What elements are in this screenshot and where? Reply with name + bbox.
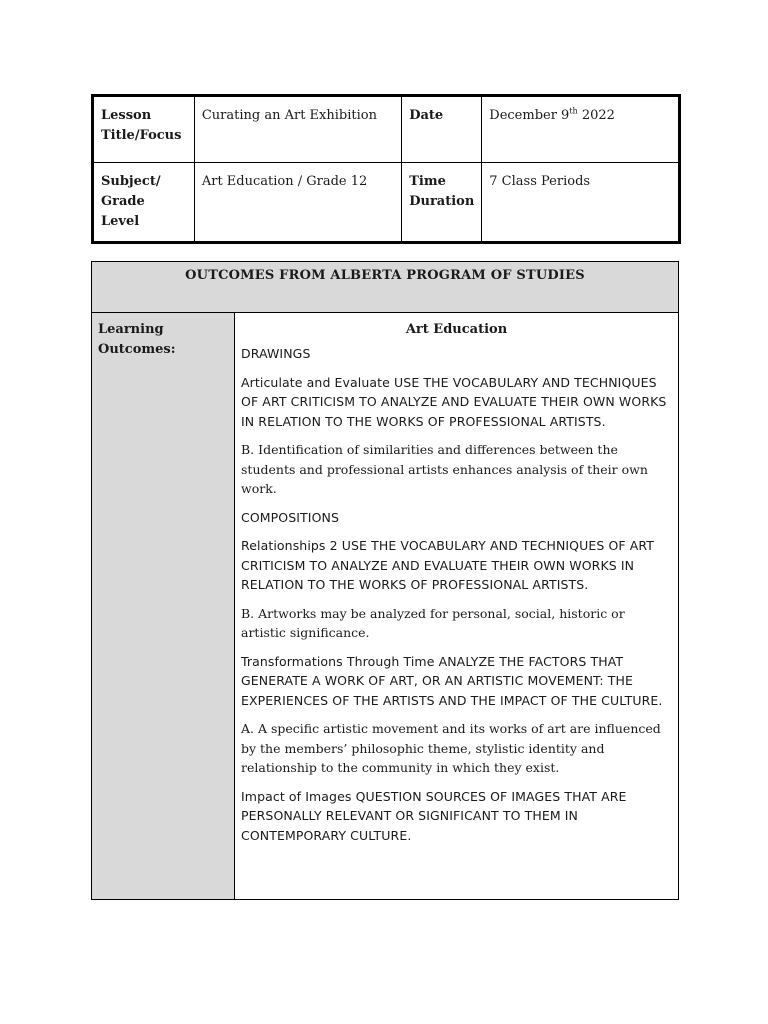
date-label: Date bbox=[402, 96, 482, 163]
relationships-prefix: Relationships 2 bbox=[241, 538, 342, 553]
relationships-caps: USE THE VOCABULARY AND TECHNIQUES OF ART CRITICISM TO ANALYZE AND EVALUATE THEIR OWN WORKS IN RELATION TO THE WORKS OF PROFESSIONAL ARTISTS. bbox=[241, 538, 655, 592]
date-value-ordinal: th bbox=[569, 106, 578, 116]
header-row-lesson bbox=[93, 96, 680, 163]
date-value-year: 2022 bbox=[577, 108, 615, 123]
lesson-header-table bbox=[91, 94, 681, 244]
transformations-outcome bbox=[241, 652, 672, 711]
outcomes-title: OUTCOMES FROM ALBERTA PROGRAM OF STUDIES bbox=[92, 262, 679, 313]
drawings-b-outcome: B. Identification of similarities and differences between the students and professional artists enhances analysis of their own work. bbox=[241, 442, 648, 496]
date-value-main: December 9 bbox=[489, 108, 570, 123]
articulate-prefix: Articulate and Evaluate bbox=[241, 374, 395, 390]
compositions-b-outcome: B. Artworks may be analyzed for personal, social, historic or artistic significance. bbox=[241, 605, 625, 640]
lesson-title-label: Lesson Title/Focus bbox=[93, 96, 195, 163]
learning-outcomes-label: Learning Outcomes: bbox=[92, 313, 235, 900]
compositions-heading: COMPOSITIONS bbox=[241, 509, 339, 525]
relationships-outcome bbox=[241, 536, 672, 595]
subject-grade-label: Subject/ Grade Level bbox=[93, 163, 195, 243]
articulate-caps: USE THE VOCABULARY AND TECHNIQUES OF ART CRITICISM TO ANALYZE AND EVALUATE THEIR OWN WORKS IN RELATION TO THE WORKS OF PROFESSIONAL ARTISTS. bbox=[241, 374, 667, 429]
date-value bbox=[482, 96, 680, 163]
outcomes-header-row bbox=[92, 262, 679, 313]
articulate-outcome bbox=[241, 373, 672, 432]
outcomes-table bbox=[91, 261, 679, 900]
impact-prefix: Impact of Images bbox=[241, 788, 356, 804]
transformations-prefix: Transformations Through Time bbox=[241, 653, 439, 669]
header-row-subject bbox=[93, 163, 680, 243]
drawings-heading: DRAWINGS bbox=[241, 346, 311, 361]
learning-outcomes-content bbox=[235, 313, 679, 900]
transformations-caps: ANALYZE THE FACTORS THAT GENERATE A WORK OF ART, OR AN ARTISTIC MOVEMENT: THE EXPERIENCES OF THE ARTISTS AND THE IMPACT OF THE CULTURE. bbox=[241, 653, 663, 708]
lesson-title-value: Curating an Art Exhibition bbox=[194, 96, 401, 163]
subject-heading: Art Education bbox=[405, 322, 508, 337]
impact-caps: QUESTION SOURCES OF IMAGES THAT ARE PERSONALLY RELEVANT OR SIGNIFICANT TO THEM IN CONTEMPORARY CULTURE. bbox=[241, 788, 627, 843]
impact-outcome bbox=[241, 787, 672, 846]
time-duration-label: Time Duration bbox=[402, 163, 482, 243]
learning-outcomes-row bbox=[92, 313, 679, 900]
time-duration-value: 7 Class Periods bbox=[482, 163, 680, 243]
transformations-a-outcome: A. A specific artistic movement and its works of art are influenced by the members’ philosophic theme, stylistic identity and relationship to the community in which they exist. bbox=[241, 721, 661, 775]
subject-grade-value: Art Education / Grade 12 bbox=[194, 163, 401, 243]
